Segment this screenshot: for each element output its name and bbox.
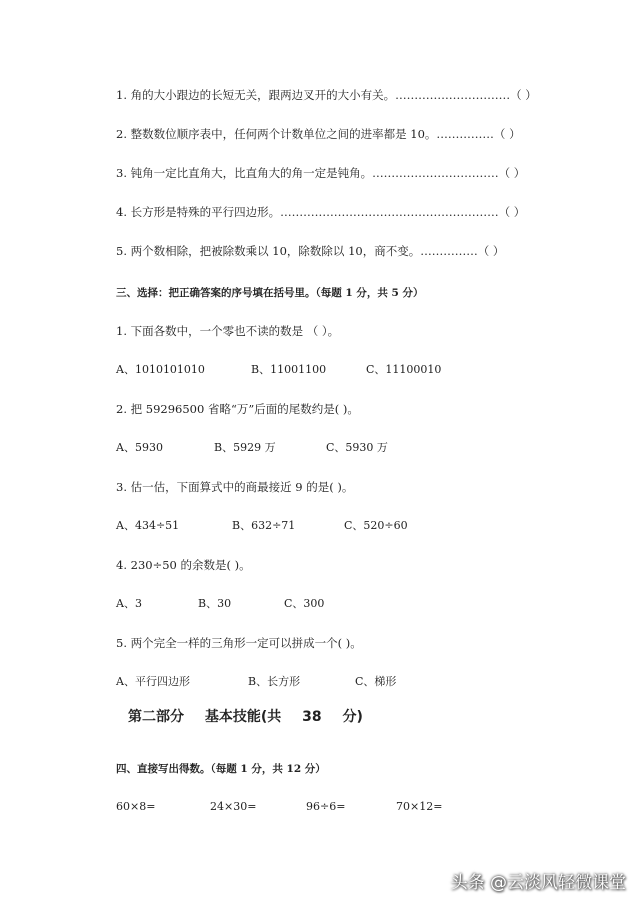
arithmetic-item-4: 70×12= <box>396 800 443 813</box>
q2-option-a: A、5930 <box>116 441 163 454</box>
choice-question-3: 3. 估一估，下面算式中的商最接近 9 的是( )。 <box>116 480 354 494</box>
choice-question-4: 4. 230÷50 的余数是( )。 <box>116 558 251 572</box>
q1-option-b: B、11001100 <box>251 363 327 376</box>
watermark-text: 头条 @云淡风轻微课堂 <box>450 873 626 893</box>
q4-option-a: A、3 <box>116 597 142 610</box>
q1-option-a: A、1010101010 <box>116 363 205 376</box>
q4-option-b: B、30 <box>198 597 232 610</box>
judge-item-2: 2. 整数数位顺序表中，任何两个计数单位之间的进率都是 10。……………（ ） <box>116 127 521 141</box>
judge-item-1: 1. 角的大小跟边的长短无关，跟两边叉开的大小有关。…………………………（ ） <box>116 88 537 102</box>
arithmetic-item-1: 60×8= <box>116 800 156 813</box>
choice-question-2: 2. 把 59296500 省略“万”后面的尾数约是( )。 <box>116 402 359 416</box>
q2-option-b: B、5929 万 <box>214 441 276 454</box>
q5-option-c: C、梯形 <box>355 675 397 688</box>
q4-option-c: C、300 <box>284 597 325 610</box>
q1-option-c: C、11100010 <box>366 363 442 376</box>
choice-question-1: 1. 下面各数中，一个零也不读的数是 （ ）。 <box>116 324 340 338</box>
judge-item-5: 5. 两个数相除，把被除数乘以 10，除数除以 10，商不变。……………（ ） <box>116 244 505 258</box>
section3-heading: 三、选择：把正确答案的序号填在括号里。（每题 1 分，共 5 分） <box>116 287 424 299</box>
q5-option-a: A、平行四边形 <box>116 675 190 688</box>
judge-item-3: 3. 钝角一定比直角大，比直角大的角一定是钝角。……………………………（ ） <box>116 166 526 180</box>
q3-option-a: A、434÷51 <box>116 519 180 532</box>
q3-option-b: B、632÷71 <box>232 519 296 532</box>
section4-heading: 四、直接写出得数。（每题 1 分，共 12 分） <box>116 763 326 775</box>
q3-option-c: C、520÷60 <box>344 519 408 532</box>
judge-item-4: 4. 长方形是特殊的平行四边形。…………………………………………………（ ） <box>116 205 526 219</box>
arithmetic-item-2: 24×30= <box>210 800 257 813</box>
q5-option-b: B、长方形 <box>248 675 301 688</box>
q2-option-c: C、5930 万 <box>326 441 388 454</box>
part2-title: 第二部分 基本技能(共 38 分) <box>128 709 363 725</box>
arithmetic-item-3: 96÷6= <box>306 800 346 813</box>
choice-question-5: 5. 两个完全一样的三角形一定可以拼成一个( )。 <box>116 636 362 650</box>
